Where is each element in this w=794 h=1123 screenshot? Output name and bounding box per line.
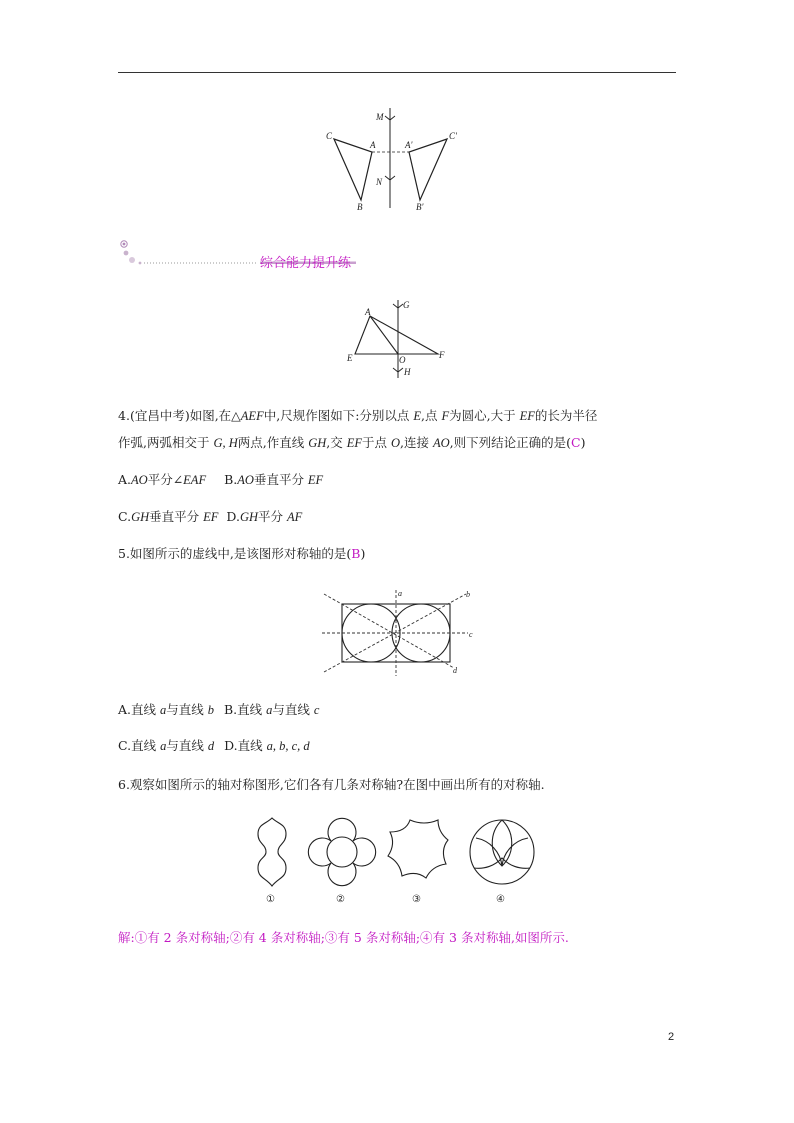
q5-options-ab: A.直线 a与直线 b B.直线 a与直线 c xyxy=(118,702,320,717)
shape-1 xyxy=(258,818,286,886)
shape-4-label: ④ xyxy=(496,894,505,905)
label-n: N xyxy=(376,177,383,187)
label-c-prime: C' xyxy=(449,131,457,141)
label-g: G xyxy=(403,300,410,310)
shape-3-label: ③ xyxy=(412,894,421,905)
shape-3 xyxy=(388,820,448,878)
label-m: M xyxy=(376,112,384,122)
q5-stem: 5.如图所示的虚线中,是该图形对称轴的是(B) xyxy=(118,546,366,561)
label-line-c: c xyxy=(469,630,473,639)
label-line-a: a xyxy=(398,589,402,598)
shape-2-label: ② xyxy=(336,894,345,905)
q4-options-ab: A.AO平分∠EAF B.AO垂直平分 EF xyxy=(118,472,324,487)
q4-line2: 作弧,两弧相交于 G, H两点,作直线 GH,交 EF于点 O,连接 AO,则下列结论正确的是(C) xyxy=(118,435,586,450)
label-b-prime: B' xyxy=(416,202,424,212)
shape-4 xyxy=(470,820,534,884)
q4-options-cd: C.GH垂直平分 EF D.GH平分 AF xyxy=(118,509,303,524)
page-number: 2 xyxy=(668,1031,675,1043)
header-rule xyxy=(118,72,676,73)
q5-options-cd: C.直线 a与直线 d D.直线 a, b, c, d xyxy=(118,738,310,753)
q4-line1: 4.(宜昌中考)如图,在△AEF中,尺规作图如下:分别以点 E,点 F为圆心,大于 EF的长为半径 xyxy=(118,408,598,423)
label-a: A xyxy=(365,307,371,317)
q6-stem: 6.观察如图所示的轴对称图形,它们各有几条对称轴?在图中画出所有的对称轴. xyxy=(118,777,545,792)
label-line-d: d xyxy=(453,666,457,675)
q5-answer: B xyxy=(351,546,361,561)
triangle-aef-figure xyxy=(340,296,460,382)
section-title: 综合能力提升练 xyxy=(260,256,352,271)
label-c: C xyxy=(326,131,333,141)
label-line-b: b xyxy=(466,590,470,599)
label-b: B xyxy=(357,202,363,212)
label-h: H xyxy=(404,367,411,377)
q4-answer: C xyxy=(571,435,581,450)
label-f: F xyxy=(439,350,445,360)
label-e: E xyxy=(347,353,353,363)
symmetric-shapes-figure xyxy=(240,814,550,910)
shape-2 xyxy=(308,818,375,885)
reflection-figure xyxy=(318,104,468,216)
label-a: A xyxy=(370,140,376,150)
label-o: O xyxy=(399,355,406,365)
label-a-prime: A' xyxy=(405,140,413,150)
shape-1-label: ① xyxy=(266,894,275,905)
rectangle-circles-figure xyxy=(318,588,478,678)
q6-solution: 解:①有 2 条对称轴;②有 4 条对称轴;③有 5 条对称轴;④有 3 条对称轴,如图所示. xyxy=(118,930,569,945)
